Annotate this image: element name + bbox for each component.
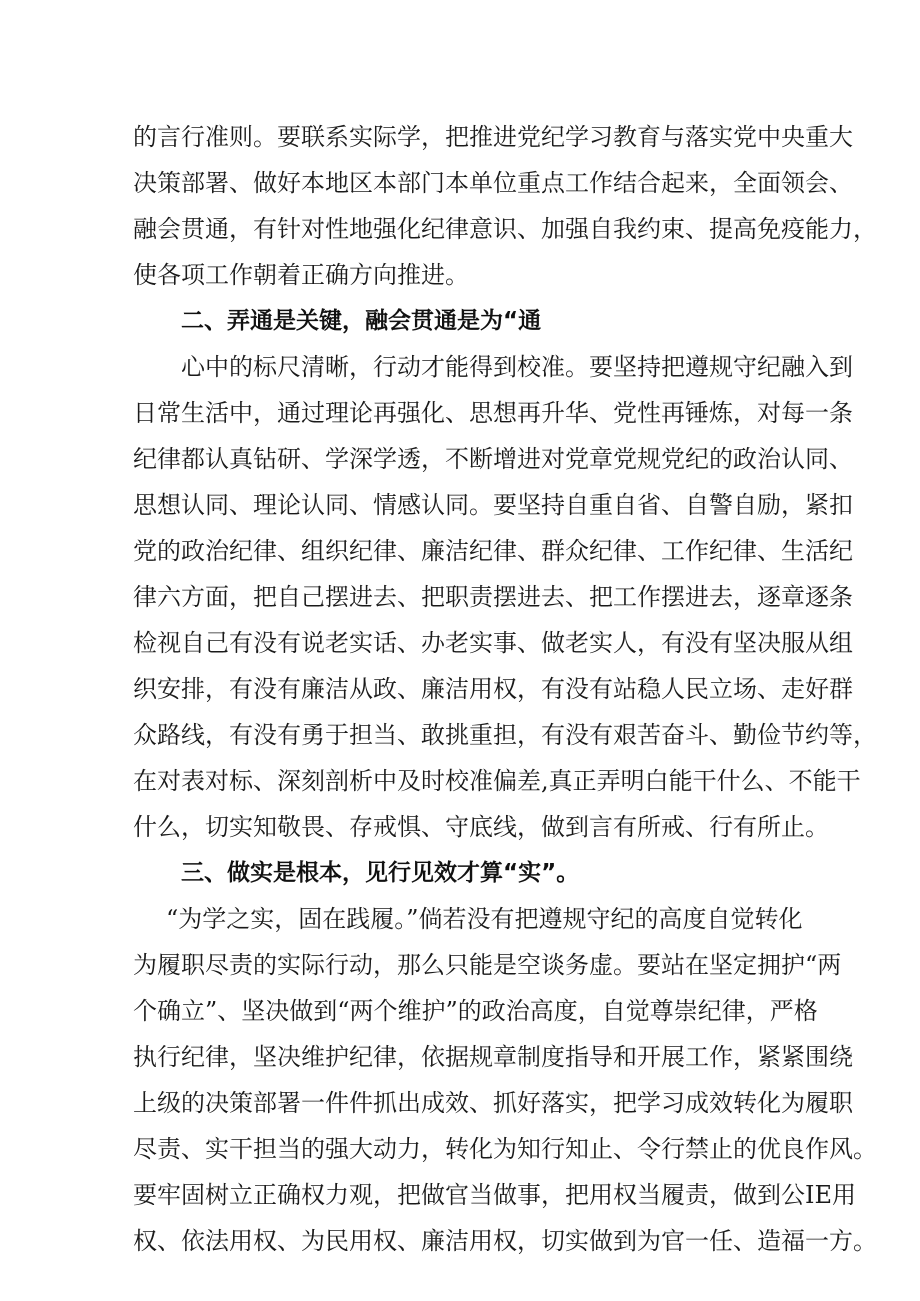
paragraph-line: 执行纪律，坚决维护纪律，依据规章制度指导和开展工作，紧紧围绕 (133, 1043, 853, 1071)
paragraph-line: 什么，切实知敬畏、存戒惧、守底线，做到言有所戒、行有所止。 (133, 813, 829, 841)
paragraph-line: 思想认同、理论认同、情感认同。要坚持自重自省、自警自励，紧扣 (133, 491, 853, 519)
paragraph-line: 在对表对标、深刻剖析中及时校准偏差,真正弄明白能干什么、不能干 (133, 767, 861, 795)
paragraph-line: 织安排，有没有廉洁从政、廉洁用权，有没有站稳人民立场、走好群 (133, 675, 853, 703)
paragraph-line: 纪律都认真钻研、学深学透，不断增进对党章党规党纪的政治认同、 (133, 445, 853, 473)
section-heading-3: 三、做实是根本，见行见效才算“实”。 (181, 860, 580, 886)
paragraph-line: 个确立”、坚决做到“两个维护”的政治高度，自觉尊崇纪律，严格 (133, 997, 818, 1025)
paragraph-line: 为履职尽责的实际行动，那么只能是空谈务虚。要站在坚定拥护“两 (133, 951, 842, 979)
paragraph-line: 要牢固树立正确权力观，把做官当做事，把用权当履责，做到公IE用 (133, 1181, 856, 1209)
paragraph-line: 融会贯通，有针对性地强化纪律意识、加强自我约束、提高免疫能力， (133, 215, 877, 243)
paragraph-line: 日常生活中，通过理论再强化、思想再升华、党性再锤炼，对每一条 (133, 399, 853, 427)
paragraph-line: 党的政治纪律、组织纪律、廉洁纪律、群众纪律、工作纪律、生活纪 (133, 537, 853, 565)
paragraph-line: 众路线，有没有勇于担当、敢挑重担，有没有艰苦奋斗、勤俭节约等， (133, 721, 877, 749)
paragraph-line: 的言行准则。要联系实际学，把推进党纪学习教育与落实党中央重大 (133, 123, 853, 151)
paragraph-line: “为学之实，固在践履。”倘若没有把遵规守纪的高度自觉转化 (166, 905, 803, 933)
paragraph-line: 上级的决策部署一件件抓出成效、抓好落实，把学习成效转化为履职 (133, 1089, 853, 1117)
paragraph-line: 律六方面，把自己摆进去、把职责摆进去、把工作摆进去，逐章逐条 (133, 583, 853, 611)
paragraph-line: 决策部署、做好本地区本部门本单位重点工作结合起来，全面领会、 (133, 169, 853, 197)
paragraph-line: 心中的标尺清晰，行动才能得到校准。要坚持把遵规守纪融入到 (181, 353, 853, 381)
paragraph-line: 检视自己有没有说老实话、办老实事、做老实人，有没有坚决服从组 (133, 629, 853, 657)
paragraph-line: 尽责、实干担当的强大动力，转化为知行知止、令行禁止的优良作风。 (133, 1135, 877, 1163)
paragraph-line: 使各项工作朝着正确方向推进。 (133, 261, 469, 289)
section-heading-2: 二、弄通是关键，融会贯通是为“通 (181, 308, 542, 334)
paragraph-line: 权、依法用权、为民用权、廉洁用权，切实做到为官一任、造福一方。 (133, 1227, 877, 1255)
